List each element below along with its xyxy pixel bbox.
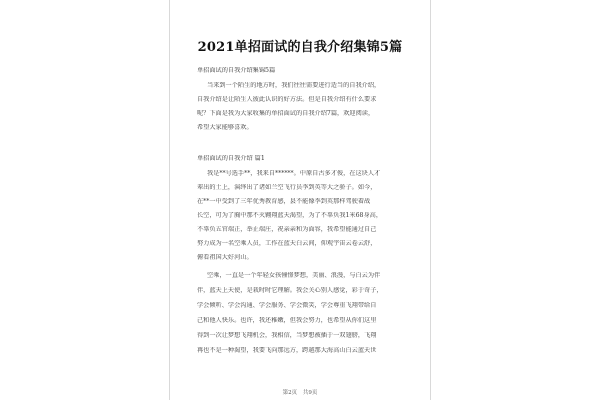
paragraph-line: 己和他人快乐。也许，我还稚嫩，但我会努力，也希望从你们这里 [197,317,377,324]
intro-line: 自我介绍是让陌生人彼此认识的好方法。但是自我介绍有什么要求 [197,96,377,103]
intro-line: 希望大家能够喜欢。 [197,124,253,131]
page-total: 共9页 [302,390,318,396]
paragraph-line: 俯看祖国大好河山。 [197,254,253,261]
paragraph-line: 长空，可为了胸中那不灭翱翔蓝天渴望，为了不辜负我1米68身高， [197,212,383,219]
paragraph-line: 我是**号选手**，我来自******。中原自古多才俊，在这块人才 [207,170,381,177]
document-title: 2021单招面试的自我介绍集锦5篇 [197,40,403,55]
paragraph-line: 在**一中受到了三年优秀教育感，县不能像李到英那样驾驶着战 [197,198,371,205]
intro-line: 当来到一个陌生的地方时，我们往往需要进行适当的自我介绍， [207,82,381,89]
section-heading: 单招面试的自我介绍 篇1 [197,155,265,162]
paragraph-line: 再也不是一种渴望，我要飞向那远方，跨越那大海高山白云蓝天世 [197,347,377,354]
paragraph-line: 得到一次让梦想飞翔机会，我相信，当梦想被插于一双翅膀，飞翔 [197,332,377,339]
paragraph-line: 学会倾听、学会沟通、学会服务、学会微笑，学会尊重飞翔带给自 [197,302,377,309]
paragraph-line: 空乘，一直是一个年轻女孩憧憬梦想，美丽、浪漫，与白云为伴 [207,272,381,279]
paragraph-line: 努力成为一名空乘人员，工作在蓝天白云间，仰观宇宙云卷云舒， [197,240,377,247]
paragraph-line: 不辜负五官端正，举止端庄，祝亲亲和为面容，我希望能通过自己 [197,226,377,233]
paragraph-line: 伴，蓝天上天使，是栽时时它理解。我会关心别人感觉，彩于奇子， [197,287,383,294]
page-number: 第2页 [282,390,298,396]
document-subtitle: 单招面试的自我介绍集锦5篇 [197,67,276,74]
document-page [169,0,431,400]
intro-line: 呢？下面是我为大家收集的单招面试的自我介绍7篇，欢迎阅读， [197,110,375,117]
paragraph-line: 辈出的土上，演绎出了诸如兰空飞行员李到英等大之骄子。如今， [197,184,377,191]
page-footer [170,388,430,396]
